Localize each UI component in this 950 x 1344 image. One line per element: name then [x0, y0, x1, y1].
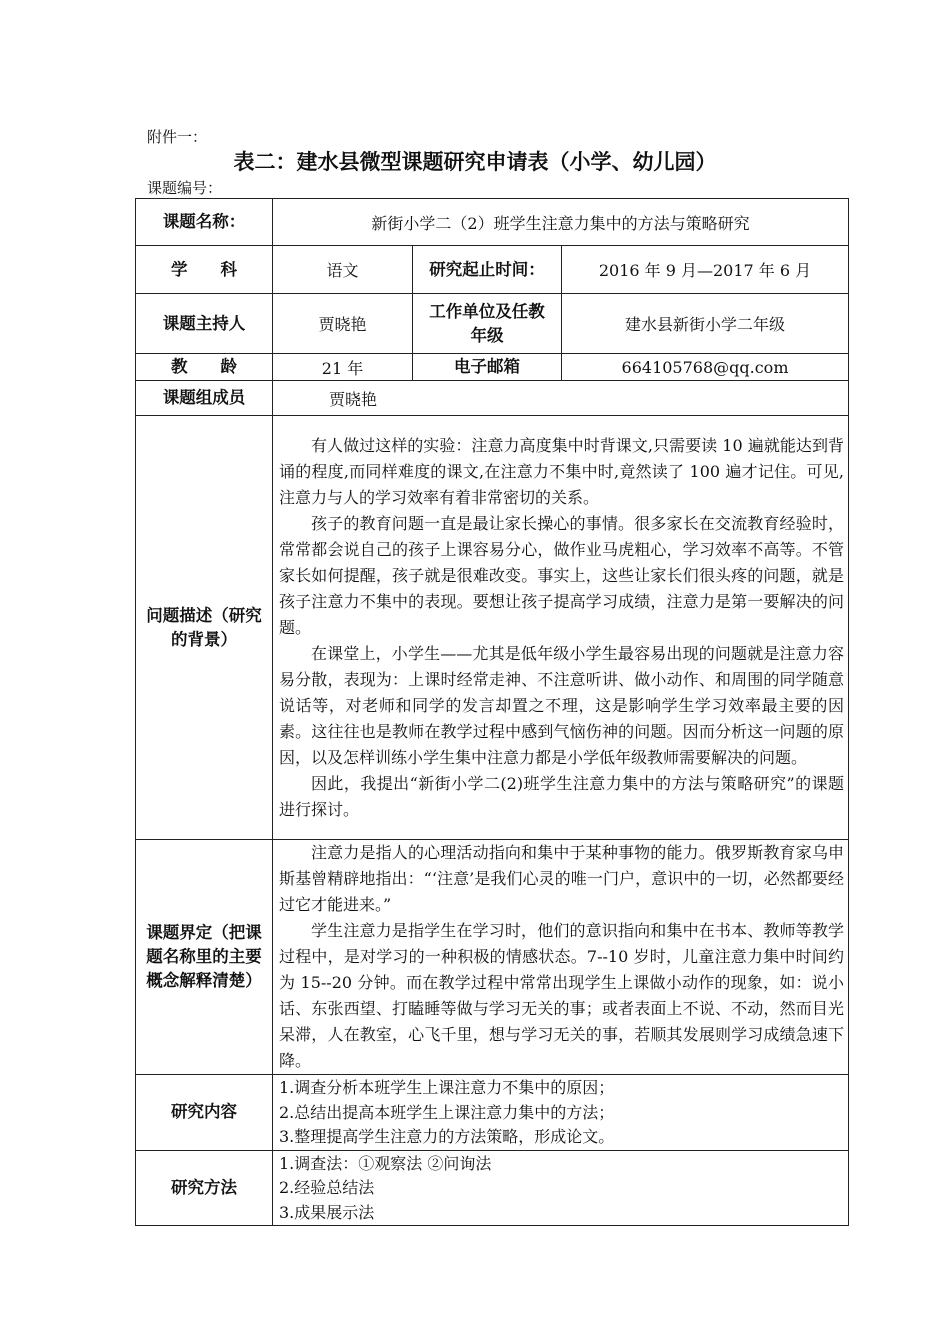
background-paragraph: 在课堂上，小学生——尤其是低年级小学生最容易出现的问题就是注意力容易分散，表现为：上课时经常走神、不注意听讲、做小动作、和周围的同学随意说话等，对老师和同学的发言却置之不理，这是影响学生学习效率最主要的因素。这往往也是教师在教学过程中感到气恼伤神的问题。因而分析这一问题的原因，以及怎样训练小学生集中注意力都是小学低年级教师需要解决的问题。 — [279, 643, 845, 767]
row-subject — [136, 246, 849, 294]
topic-name-label: 课题名称： — [136, 199, 273, 246]
list-item: 1.调查分析本班学生上课注意力不集中的原因； — [279, 1078, 615, 1097]
members-label: 课题组成员 — [136, 381, 273, 416]
application-table — [135, 198, 849, 1226]
period-value: 2016 年 9 月—2017 年 6 月 — [562, 246, 849, 294]
definition-paragraph: 注意力是指人的心理活动指向和集中于某种事物的能力。俄罗斯教育家乌申斯基曾精辟地指出：“‘注意’是我们心灵的唯一门户，意识中的一切，必然都要经过它才能进来。” — [279, 843, 845, 914]
row-method — [136, 1150, 849, 1226]
email-value: 664105768@qq.com — [562, 354, 849, 381]
definition-label: 课题界定（把课题名称里的主要概念解释清楚） — [136, 840, 273, 1075]
attachment-label: 附件一： — [147, 128, 208, 146]
period-label: 研究起止时间： — [413, 246, 562, 294]
method-list — [273, 1150, 849, 1226]
row-host — [136, 294, 849, 354]
topic-name-value: 新街小学二（2）班学生注意力集中的方法与策略研究 — [273, 199, 849, 246]
method-label: 研究方法 — [136, 1150, 273, 1226]
list-item: 3.整理提高学生注意力的方法策略，形成论文。 — [279, 1127, 615, 1146]
background-label: 问题描述（研究的背景） — [136, 416, 273, 840]
definition-paragraph: 学生注意力是指学生在学习时，他们的意识指向和集中在书本、教师等教学过程中，是对学习的一种积极的情感状态。7--10 岁时，儿童注意力集中时间约为 15--20 分钟。而在教学过程中常常出现学生上课做小动作的现象，如：说小话、东张西望、打瞌睡等做与学习无关的事；或者表面上不说、不动，然而目光呆滞，人在教室，心飞千里，想与学习无关的事，若顺其发展则学习成绩急速下降。 — [279, 921, 845, 1070]
background-text — [273, 416, 849, 840]
row-topic-name — [136, 199, 849, 246]
row-teach-years — [136, 354, 849, 381]
host-value: 贾晓艳 — [273, 294, 413, 354]
email-label: 电子邮箱 — [413, 354, 562, 381]
content-list — [273, 1075, 849, 1151]
row-definition — [136, 840, 849, 1075]
unit-label: 工作单位及任教年级 — [413, 294, 562, 354]
definition-text — [273, 840, 849, 1075]
background-paragraph: 孩子的教育问题一直是最让家长操心的事情。很多家长在交流教育经验时，常常都会说自己的孩子上课容易分心，做作业马虎粗心，学习效率不高等。不管家长如何提醒，孩子就是很难改变。事实上，这些让家长们很头疼的问题，就是孩子注意力不集中的表现。要想让孩子提高学习成绩，注意力是第一要解决的问题。 — [279, 513, 845, 637]
list-item: 3.成果展示法 — [279, 1202, 375, 1222]
host-label: 课题主持人 — [136, 294, 273, 354]
list-item: 2.总结出提高本班学生上课注意力集中的方法； — [279, 1102, 615, 1122]
row-content — [136, 1075, 849, 1151]
list-item: 2.经验总结法 — [279, 1178, 375, 1197]
subject-label: 学 科 — [136, 246, 273, 294]
teach-years-value: 21 年 — [273, 354, 413, 381]
teach-years-label: 教 龄 — [136, 354, 273, 381]
page-title: 表二：建水县微型课题研究申请表（小学、幼儿园） — [233, 150, 717, 174]
background-paragraph: 有人做过这样的实验：注意力高度集中时背课文,只需要读 10 遍就能达到背诵的程度,而同样难度的课文,在注意力不集中时,竟然读了 100 遍才记住。可见,注意力与人的学习效率有着非常密切的关系。 — [279, 435, 845, 507]
list-item: 1.调查法：①观察法 ②问询法 — [279, 1153, 492, 1173]
background-paragraph: 因此，我提出“新街小学二(2)班学生注意力集中的方法与策略研究”的课题进行探讨。 — [279, 773, 845, 819]
row-background — [136, 416, 849, 840]
members-value: 贾晓艳 — [273, 381, 849, 416]
content-label: 研究内容 — [136, 1075, 273, 1151]
subject-value: 语文 — [273, 246, 413, 294]
unit-value: 建水县新街小学二年级 — [562, 294, 849, 354]
topic-code-label: 课题编号： — [147, 179, 223, 197]
row-members — [136, 381, 849, 416]
